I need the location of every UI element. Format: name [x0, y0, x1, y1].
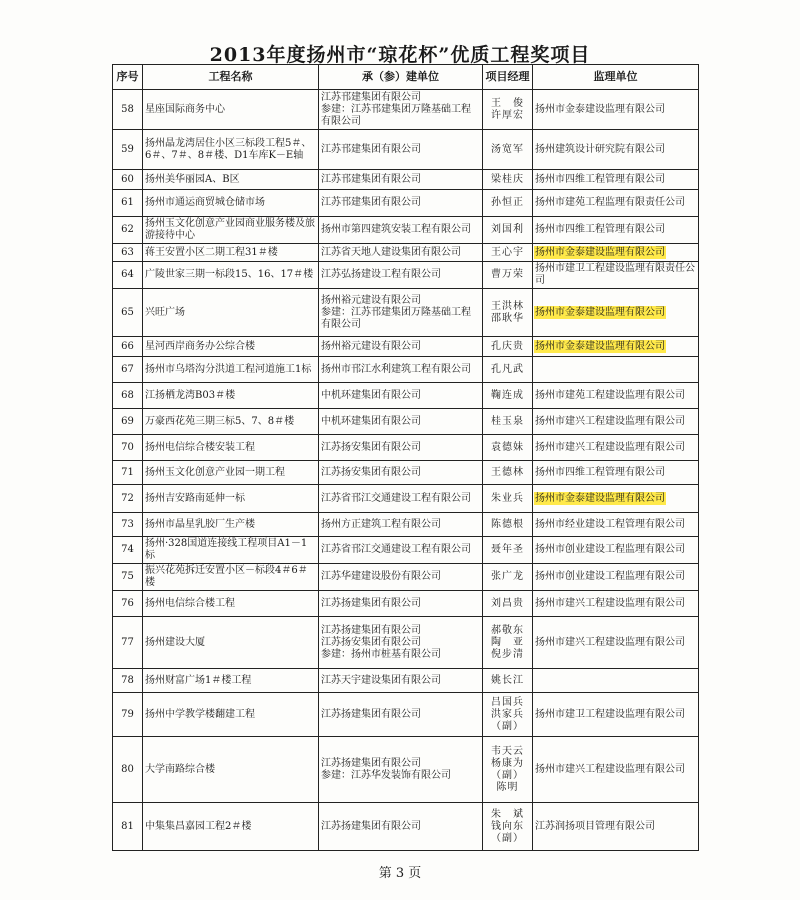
row-number: 65	[113, 289, 143, 337]
builder-cell	[319, 409, 483, 435]
builder-cell	[319, 564, 483, 591]
row-number: 60	[113, 170, 143, 190]
row-number: 76	[113, 591, 143, 617]
supervisor-unit: 扬州市建兴工程建设监理有限公司	[535, 636, 685, 648]
table-row	[113, 435, 699, 461]
builder-unit: 江苏省邗江交通建设工程有限公司	[321, 492, 471, 504]
manager-cell	[483, 217, 533, 244]
row-number: 59	[113, 130, 143, 170]
project-name: 广陵世家三期一标段15、16、17＃楼	[143, 262, 319, 289]
project-manager: 王 俊	[491, 97, 524, 109]
supervisor-unit: 扬州市建苑工程建设监理有限公司	[535, 389, 685, 401]
supervisor-cell	[533, 337, 699, 357]
builder-cell	[319, 217, 483, 244]
supervisor-unit: 扬州市建苑工程监理有限责任公司	[535, 197, 685, 208]
table-row	[113, 617, 699, 669]
builder-cell	[319, 693, 483, 737]
project-name: 扬州电信综合楼安装工程	[143, 435, 319, 461]
project-name: 扬州晶龙湾居住小区三标段工程5＃、6＃、7＃、8＃楼、D1车库K－E轴	[143, 130, 319, 170]
supervisor-unit: 扬州市四维工程管理有限公司	[535, 466, 665, 478]
project-manager: 桂玉泉	[491, 415, 524, 427]
supervisor-cell	[533, 244, 699, 262]
project-manager: 王心宇	[491, 246, 524, 258]
project-name: 扬州市通运商贸城仓储市场	[143, 190, 319, 217]
supervisor-highlighted: 扬州市金泰建设监理有限公司	[535, 246, 665, 258]
project-manager: 陶 亚	[491, 636, 524, 648]
supervisor-highlighted: 扬州市金泰建设监理有限公司	[535, 492, 665, 504]
project-manager: 孙恒正	[491, 197, 524, 208]
project-manager: 郝敬东	[491, 624, 524, 636]
supervisor-unit: 扬州市创业建设工程监理有限公司	[535, 571, 685, 582]
builder-cell	[319, 435, 483, 461]
row-number: 75	[113, 564, 143, 591]
supervisor-highlighted: 扬州市金泰建设监理有限公司	[535, 340, 665, 352]
builder-unit: 江苏弘扬建设工程有限公司	[321, 269, 441, 280]
project-manager: 刘国利	[491, 224, 524, 235]
supervisor-unit: 扬州市四维工程管理有限公司	[535, 173, 665, 185]
supervisor-cell	[533, 803, 699, 851]
table-row	[113, 217, 699, 244]
manager-cell	[483, 461, 533, 485]
project-name: 星座国际商务中心	[143, 90, 319, 130]
document-title: 2013年度扬州市“琼花杯”优质工程奖项目	[209, 44, 591, 66]
page-number: 第 3 页	[378, 866, 422, 881]
supervisor-unit: 扬州市建卫工程建设监理有限公司	[535, 708, 685, 720]
manager-cell	[483, 262, 533, 289]
builder-unit: 江苏邗建集团有限公司	[321, 173, 421, 185]
supervisor-unit: 扬州市建兴工程建设监理有限公司	[535, 415, 685, 427]
project-name: 中集集昌嘉园工程2＃楼	[143, 803, 319, 851]
builder-unit: 江苏扬建集团有限公司	[321, 820, 421, 832]
manager-cell	[483, 383, 533, 409]
manager-cell	[483, 289, 533, 337]
project-name: 扬州电信综合楼工程	[143, 591, 319, 617]
awards-table	[112, 64, 699, 851]
project-manager: （副）	[491, 769, 524, 781]
builder-unit: 江苏扬安集团有限公司	[321, 636, 421, 648]
table-row	[113, 803, 699, 851]
project-manager: 倪步清	[491, 648, 524, 660]
builder-unit: 江苏扬建集团有限公司	[321, 757, 421, 769]
builder-cell	[319, 803, 483, 851]
project-manager: 钱向东	[491, 820, 524, 832]
project-manager: 孔凡武	[491, 363, 524, 375]
manager-cell	[483, 537, 533, 564]
manager-cell	[483, 669, 533, 693]
builder-cell	[319, 337, 483, 357]
supervisor-unit: 扬州市建兴工程建设监理有限公司	[535, 763, 685, 775]
table-row	[113, 90, 699, 130]
manager-cell	[483, 244, 533, 262]
manager-cell	[483, 803, 533, 851]
supervisor-cell	[533, 409, 699, 435]
builder-cell	[319, 617, 483, 669]
header-manager: 项目经理	[483, 65, 533, 90]
supervisor-cell	[533, 485, 699, 513]
project-name: 扬州吉安路南延伸一标	[143, 485, 319, 513]
project-manager: 邵耿华	[491, 312, 524, 324]
supervisor-unit: 扬州市经业建设工程管理有限公司	[535, 518, 685, 530]
row-number: 78	[113, 669, 143, 693]
supervisor-cell	[533, 564, 699, 591]
project-manager: 陈德根	[491, 518, 524, 530]
project-manager: 王洪林	[491, 300, 524, 312]
builder-unit: 江苏扬建集团有限公司	[321, 624, 421, 636]
supervisor-unit: 扬州市建兴工程建设监理有限公司	[535, 441, 685, 453]
project-manager: 杨康为	[491, 757, 524, 769]
supervisor-unit: 扬州建筑设计研究院有限公司	[535, 143, 665, 155]
project-name: 扬州美华丽园A、B区	[143, 170, 319, 190]
builder-cell	[319, 244, 483, 262]
header-no: 序号	[113, 65, 143, 90]
project-name: 扬州市乌塔沟分洪道工程河道施工1标	[143, 357, 319, 383]
project-name: 星河西岸商务办公综合楼	[143, 337, 319, 357]
table-row	[113, 289, 699, 337]
supervisor-highlighted: 扬州市金泰建设监理有限公司	[535, 306, 665, 318]
project-name: 蒋王安置小区二期工程31＃楼	[143, 244, 319, 262]
row-number: 66	[113, 337, 143, 357]
manager-cell	[483, 485, 533, 513]
table-header-row	[113, 65, 699, 90]
builder-unit: 江苏省天地人建设集团有限公司	[321, 246, 461, 258]
manager-cell	[483, 190, 533, 217]
row-number: 71	[113, 461, 143, 485]
project-manager: 汤宽军	[491, 143, 524, 155]
manager-cell	[483, 130, 533, 170]
builder-unit: 江苏省邗江交通建设工程有限公司	[321, 544, 471, 555]
row-number: 77	[113, 617, 143, 669]
row-number: 61	[113, 190, 143, 217]
table-body	[113, 90, 699, 851]
supervisor-cell	[533, 130, 699, 170]
builder-unit: 扬州裕元建设有限公司	[321, 294, 421, 306]
project-manager: 鞠连成	[491, 389, 524, 401]
project-name: 万豪西花苑三期三标5、7、8＃楼	[143, 409, 319, 435]
manager-cell	[483, 737, 533, 803]
builder-cell	[319, 130, 483, 170]
manager-cell	[483, 435, 533, 461]
builder-cell	[319, 383, 483, 409]
project-manager: 吕国兵	[491, 696, 524, 708]
builder-cell	[319, 591, 483, 617]
project-name: 兴旺广场	[143, 289, 319, 337]
manager-cell	[483, 357, 533, 383]
project-manager: 许厚宏	[491, 109, 524, 121]
builder-unit: 扬州裕元建设有限公司	[321, 340, 421, 352]
builder-unit: 参建：江苏华发装饰有限公司	[321, 769, 451, 781]
table-row	[113, 262, 699, 289]
manager-cell	[483, 693, 533, 737]
supervisor-cell	[533, 435, 699, 461]
header-project-name: 工程名称	[143, 65, 319, 90]
table-row	[113, 693, 699, 737]
project-manager: （副）	[491, 832, 524, 844]
project-manager: 朱 斌	[491, 808, 524, 820]
supervisor-cell	[533, 461, 699, 485]
supervisor-cell	[533, 289, 699, 337]
table-row	[113, 737, 699, 803]
supervisor-cell	[533, 357, 699, 383]
supervisor-cell	[533, 383, 699, 409]
project-name: 扬州玉文化创意产业园一期工程	[143, 461, 319, 485]
supervisor-cell	[533, 669, 699, 693]
builder-cell	[319, 190, 483, 217]
header-supervisor: 监理单位	[533, 65, 699, 90]
builder-unit: 江苏邗建集团有限公司	[321, 91, 421, 103]
table-row	[113, 337, 699, 357]
manager-cell	[483, 564, 533, 591]
manager-cell	[483, 90, 533, 130]
header-builder: 承（参）建单位	[319, 65, 483, 90]
manager-cell	[483, 617, 533, 669]
table-row	[113, 485, 699, 513]
builder-unit: 江苏扬建集团有限公司	[321, 597, 421, 609]
builder-unit: 江苏天宇建设集团有限公司	[321, 674, 441, 686]
row-number: 64	[113, 262, 143, 289]
project-manager: 梁桂庆	[491, 173, 524, 185]
table-row	[113, 591, 699, 617]
builder-unit: 江苏华建建设股份有限公司	[321, 571, 441, 582]
supervisor-cell	[533, 537, 699, 564]
builder-cell	[319, 537, 483, 564]
row-number: 63	[113, 244, 143, 262]
project-manager: 袁德妹	[491, 441, 524, 453]
supervisor-cell	[533, 217, 699, 244]
manager-cell	[483, 513, 533, 537]
builder-unit: 扬州市邗江水利建筑工程有限公司	[321, 363, 471, 375]
table-row	[113, 383, 699, 409]
builder-unit: 江苏扬安集团有限公司	[321, 441, 421, 453]
row-number: 81	[113, 803, 143, 851]
project-manager: 刘昌贵	[491, 597, 524, 609]
manager-cell	[483, 337, 533, 357]
project-manager: （副）	[491, 720, 524, 732]
manager-cell	[483, 170, 533, 190]
builder-unit: 参建：江苏邗建集团万隆基础工程有限公司	[321, 306, 471, 330]
row-number: 58	[113, 90, 143, 130]
project-name: 扬州财富广场1＃楼工程	[143, 669, 319, 693]
supervisor-cell	[533, 262, 699, 289]
builder-unit: 扬州市第四建筑安装工程有限公司	[321, 224, 471, 235]
table-row	[113, 564, 699, 591]
supervisor-cell	[533, 513, 699, 537]
project-manager: 韦天云	[491, 745, 524, 757]
row-number: 80	[113, 737, 143, 803]
table-row	[113, 170, 699, 190]
project-name: 大学南路综合楼	[143, 737, 319, 803]
supervisor-unit: 江苏润扬项目管理有限公司	[535, 820, 655, 832]
project-name: 振兴花苑拆迁安置小区－标段4＃6＃楼	[143, 564, 319, 591]
builder-unit: 江苏邗建集团有限公司	[321, 143, 421, 155]
row-number: 70	[113, 435, 143, 461]
row-number: 68	[113, 383, 143, 409]
table-row	[113, 513, 699, 537]
manager-cell	[483, 409, 533, 435]
supervisor-cell	[533, 737, 699, 803]
table-row	[113, 130, 699, 170]
row-number: 69	[113, 409, 143, 435]
supervisor-cell	[533, 90, 699, 130]
supervisor-unit: 扬州市建兴工程建设监理有限公司	[535, 597, 685, 609]
project-manager: 张广龙	[491, 571, 524, 582]
project-manager: 王德林	[491, 466, 524, 478]
project-manager: 洪家兵	[491, 708, 524, 720]
builder-unit: 江苏邗建集团有限公司	[321, 197, 421, 208]
builder-unit: 参建：扬州市桩基有限公司	[321, 648, 441, 660]
builder-unit: 江苏扬安集团有限公司	[321, 466, 421, 478]
project-name: 扬州建设大厦	[143, 617, 319, 669]
table-row	[113, 409, 699, 435]
builder-cell	[319, 262, 483, 289]
project-manager: 聂年圣	[491, 544, 524, 555]
builder-unit: 中机环建集团有限公司	[321, 415, 421, 427]
builder-cell	[319, 513, 483, 537]
builder-cell	[319, 289, 483, 337]
project-name: 江扬栖龙湾B03＃楼	[143, 383, 319, 409]
project-manager: 曹万荣	[491, 269, 524, 280]
project-name: 扬州市晶星乳胶厂生产楼	[143, 513, 319, 537]
project-manager: 陈明	[496, 781, 519, 793]
supervisor-unit: 扬州市创业建设工程监理有限公司	[535, 544, 685, 555]
row-number: 73	[113, 513, 143, 537]
supervisor-unit: 扬州市金泰建设监理有限公司	[535, 103, 665, 115]
table-row	[113, 357, 699, 383]
project-manager: 朱业兵	[491, 492, 524, 504]
supervisor-unit: 扬州市四维工程管理有限公司	[535, 224, 665, 235]
builder-cell	[319, 357, 483, 383]
table-row	[113, 461, 699, 485]
row-number: 79	[113, 693, 143, 737]
builder-cell	[319, 485, 483, 513]
project-manager: 姚长江	[491, 674, 524, 686]
builder-unit: 中机环建集团有限公司	[321, 389, 421, 401]
row-number: 67	[113, 357, 143, 383]
table-row	[113, 244, 699, 262]
project-name: 扬州·328国道连接线工程项目A1－1标	[143, 537, 319, 564]
builder-cell	[319, 669, 483, 693]
builder-cell	[319, 90, 483, 130]
row-number: 74	[113, 537, 143, 564]
builder-cell	[319, 461, 483, 485]
row-number: 62	[113, 217, 143, 244]
project-name: 扬州中学教学楼翻建工程	[143, 693, 319, 737]
supervisor-cell	[533, 617, 699, 669]
supervisor-cell	[533, 170, 699, 190]
project-manager: 孔庆贵	[491, 340, 524, 352]
builder-unit: 参建：江苏邗建集团万隆基础工程有限公司	[321, 103, 471, 127]
supervisor-cell	[533, 190, 699, 217]
supervisor-unit: 扬州市建卫工程建设监理有限责任公司	[535, 263, 695, 286]
table-row	[113, 669, 699, 693]
builder-unit: 江苏扬建集团有限公司	[321, 708, 421, 720]
project-name: 扬州玉文化创意产业园商业服务楼及旅游接待中心	[143, 217, 319, 244]
builder-cell	[319, 737, 483, 803]
builder-cell	[319, 170, 483, 190]
supervisor-cell	[533, 693, 699, 737]
row-number: 72	[113, 485, 143, 513]
supervisor-cell	[533, 591, 699, 617]
builder-unit: 扬州方正建筑工程有限公司	[321, 518, 441, 530]
manager-cell	[483, 591, 533, 617]
table-row	[113, 537, 699, 564]
table-row	[113, 190, 699, 217]
